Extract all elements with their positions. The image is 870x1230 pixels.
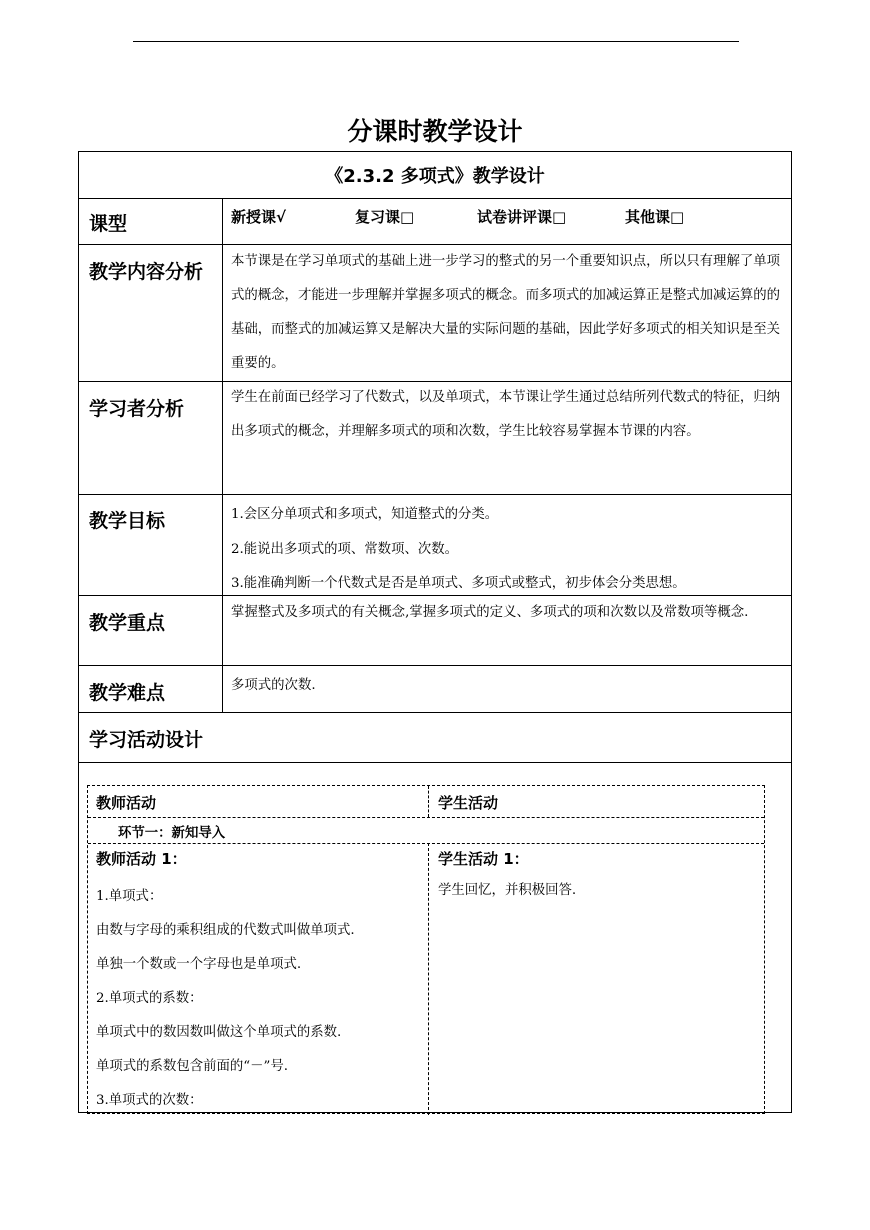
teacher-activity-header: 教师活动 (96, 794, 157, 812)
activity-design-label: 学习活动设计 (89, 729, 204, 751)
course-option-new: 新授课√ (231, 208, 287, 226)
course-type-label: 课型 (89, 213, 128, 235)
teacher-line: 单项式中的数因数叫做这个单项式的系数. (96, 1025, 342, 1040)
student-activity-text: 学生回忆，并积极回答. (438, 883, 577, 898)
learner-analysis-text: 学生在前面已经学习了代数式，以及单项式，本节课让学生通过总结所列代数式的特征，归纳出多项式的概念，并理解多项式的项和次数，学生比较容易掌握本节课的内容。 (231, 390, 781, 439)
teacher-line: 单独一个数或一个字母也是单项式. (96, 957, 302, 972)
content-analysis-label: 教学内容分析 (89, 261, 204, 283)
objectives-label: 教学目标 (89, 510, 166, 532)
objective-item: 3.能准确判断一个代数式是否是单项式、多项式或整式，初步体会分类思想。 (231, 576, 686, 591)
teacher-line: 单项式的系数包含前面的“－”号. (96, 1059, 289, 1074)
lesson-title: 《2.3.2 多项式》教学设计 (325, 166, 545, 187)
key-points-label: 教学重点 (89, 612, 166, 634)
learner-analysis-label: 学习者分析 (89, 398, 185, 420)
course-option-review: 复习课□ (355, 208, 415, 226)
activity-table (87, 785, 765, 1114)
course-option-other: 其他课□ (625, 208, 685, 226)
teacher-line: 1.单项式： (96, 889, 163, 904)
objective-item: 2.能说出多项式的项、常数项、次数。 (231, 542, 459, 557)
difficulties-label: 教学难点 (89, 682, 166, 704)
page-title: 分课时教学设计 (347, 117, 523, 146)
student-activity-header: 学生活动 (438, 794, 499, 812)
content-analysis-text: 本节课是在学习单项式的基础上进一步学习的整式的另一个重要知识点，所以只有理解了单项式的概念，才能进一步理解并掌握多项式的概念。而多项式的加减运算正是整式加减运算的的基础，而整式的加减运算又是解决大量的实际问题的基础，因此学好多项式的相关知识是至关重要的。 (231, 254, 781, 371)
lesson-plan-table (78, 151, 792, 1113)
student-activity-title: 学生活动 1： (438, 850, 529, 868)
teacher-line: 由数与字母的乘积组成的代数式叫做单项式. (96, 923, 355, 938)
teacher-activity-title: 教师活动 1： (96, 850, 187, 868)
teacher-line: 2.单项式的系数： (96, 991, 203, 1006)
section-title: 环节一：新知导入 (118, 825, 226, 841)
header-rule (133, 41, 739, 42)
difficulties-text: 多项式的次数. (231, 678, 316, 693)
teacher-line: 3.单项式的次数： (96, 1093, 203, 1108)
objective-item: 1.会区分单项式和多项式，知道整式的分类。 (231, 507, 499, 522)
course-option-exam-review: 试卷讲评课□ (477, 208, 567, 226)
key-points-text: 掌握整式及多项式的有关概念,掌握多项式的定义、多项式的项和次数以及常数项等概念. (231, 605, 749, 620)
